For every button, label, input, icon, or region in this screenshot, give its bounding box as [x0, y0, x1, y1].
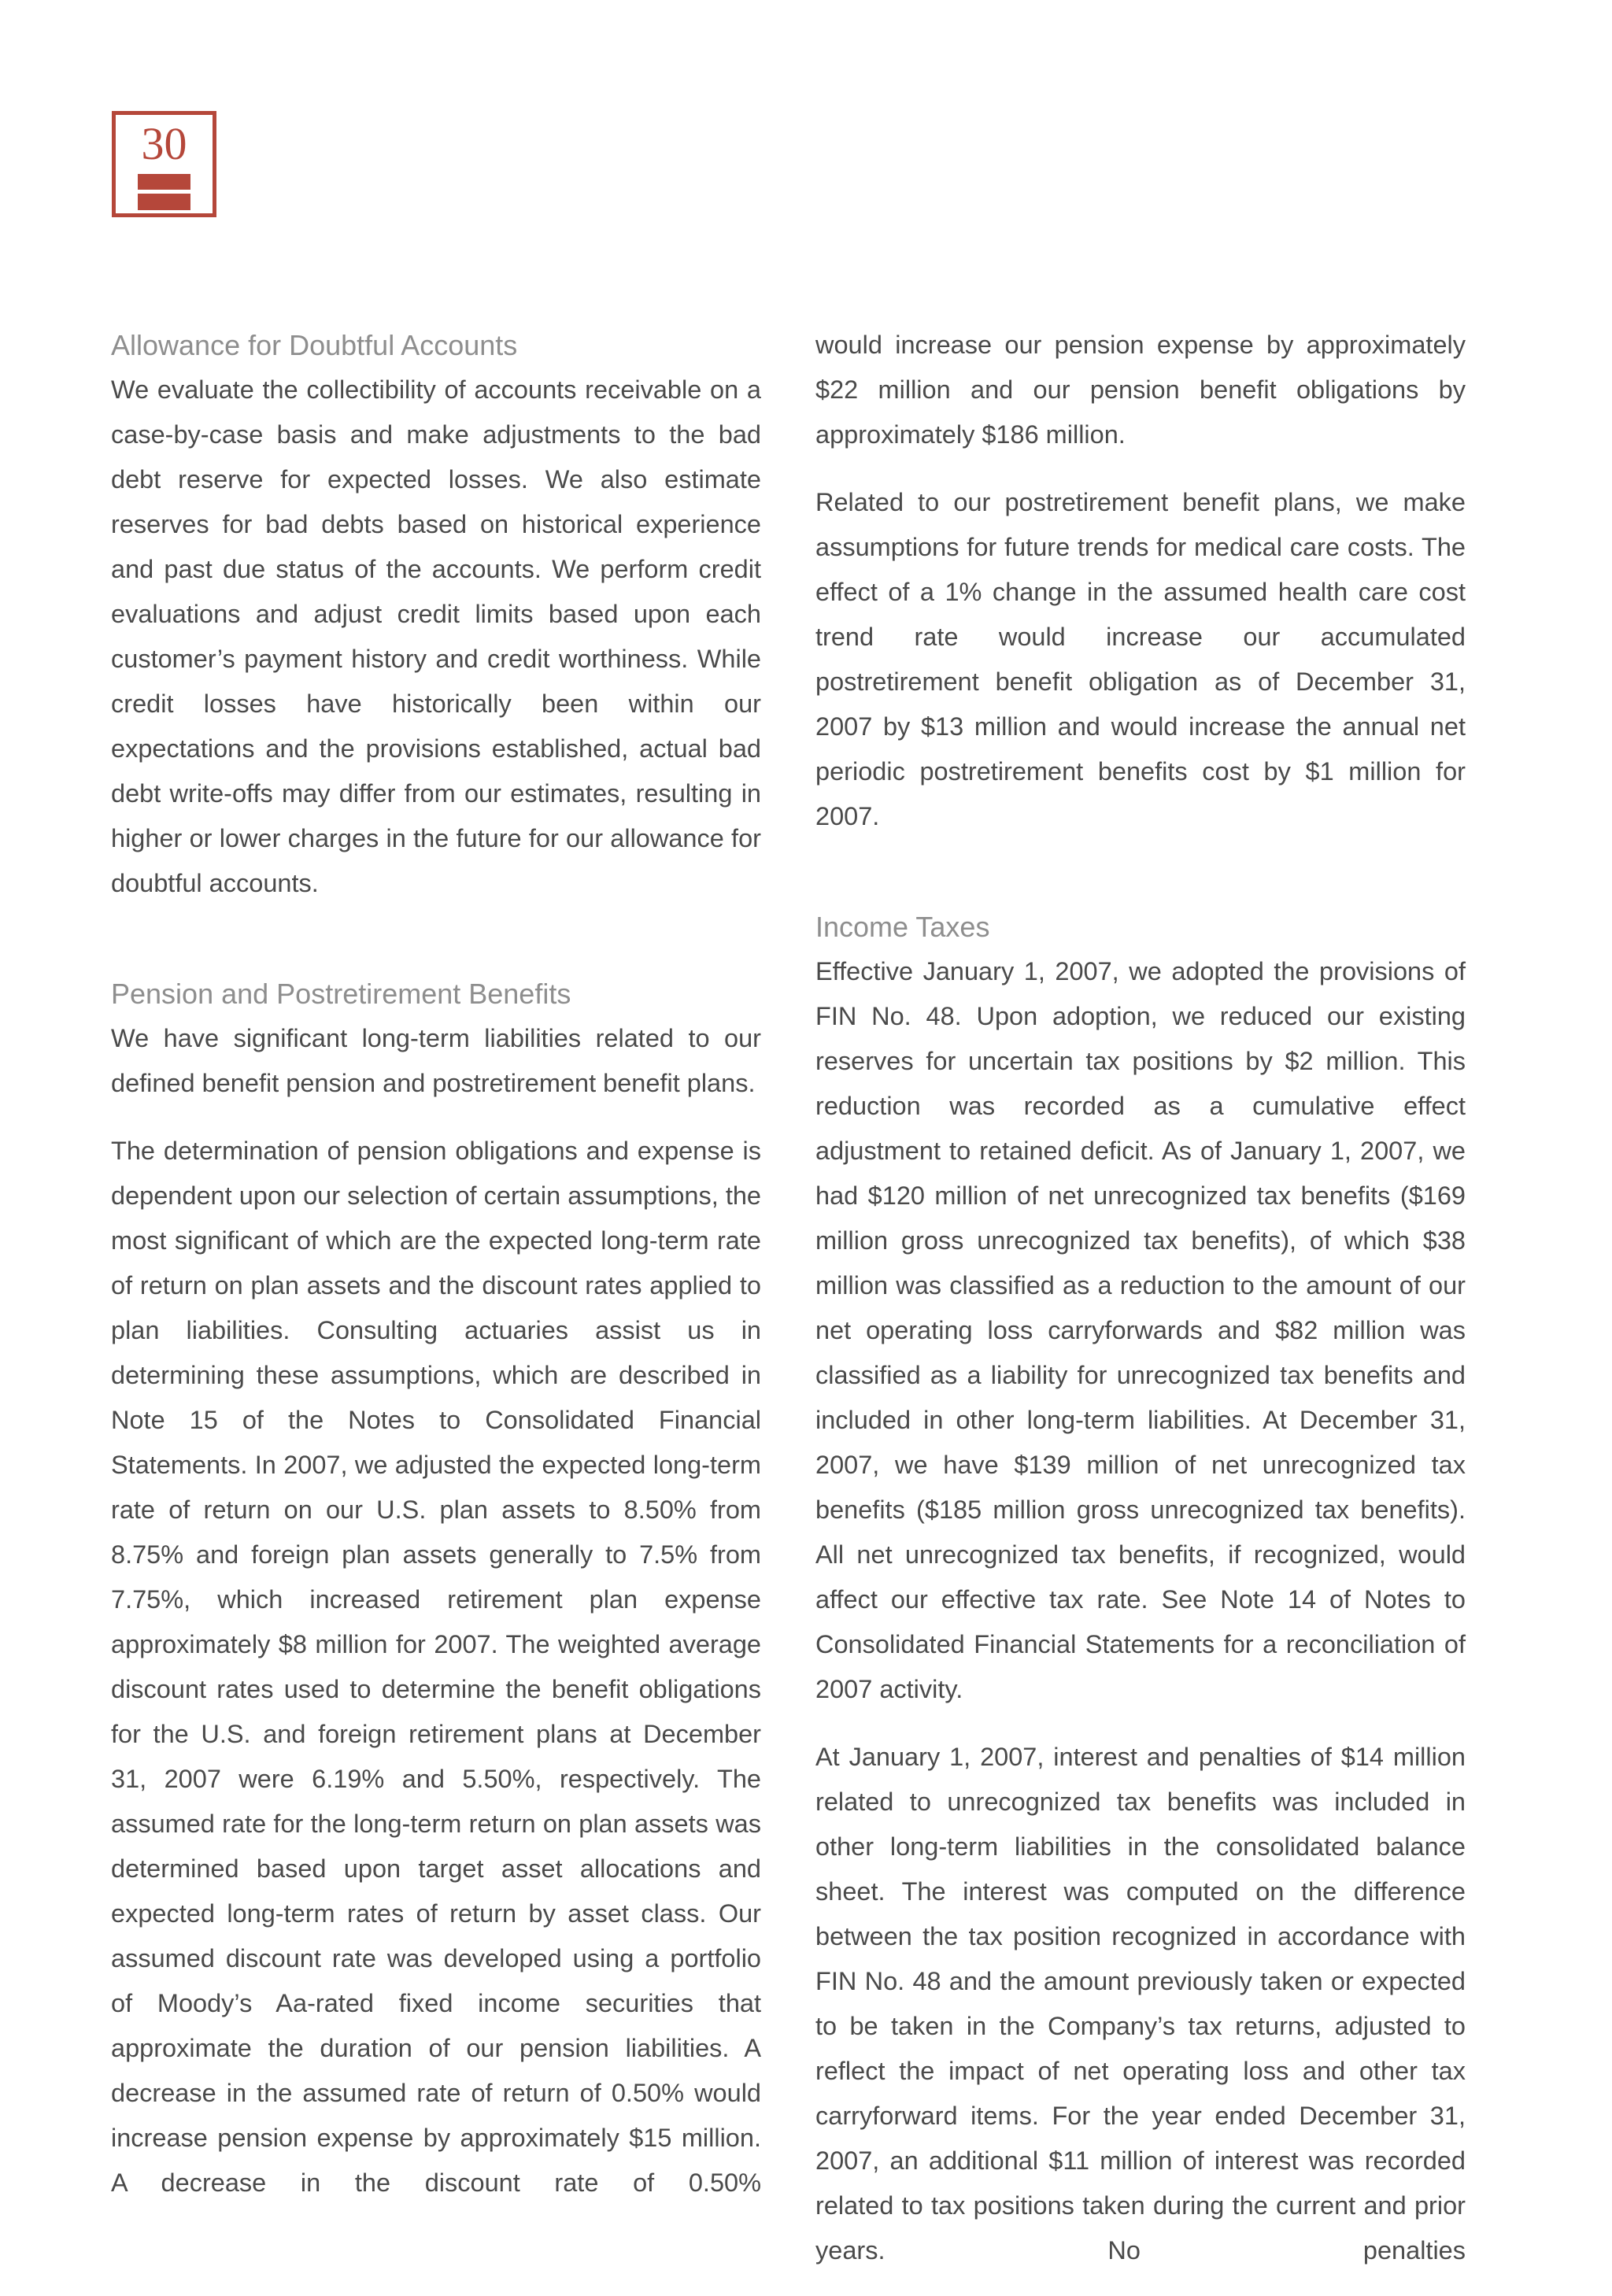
section-heading-income-taxes: Income Taxes — [815, 911, 990, 943]
section-heading-pension: Pension and Postretirement Benefits — [111, 978, 571, 1010]
paragraph-pension-determination: The determination of pension obligations and expense is dependent upon our selection of certain assumptions, the most significant of which are the expected long-term rate of return on plan assets and the discount rates applied to plan liabilities. Consulting actuaries assist us in determining these assumptions, which are described in Note 15 of the Notes to Consolidated Financial Statements. In 2007, we adjusted the expected long-term rate of return on our U.S. plan assets to 8.50% from 8.75% and foreign plan assets generally to 7.5% from 7.75%, which increased retirement plan expense approximately $8 million for 2007. The weighted average discount rates used to determine the benefit obligations for the U.S. and foreign retirement plans at December 31, 2007 were 6.19% and 5.50%, respectively. The assumed rate for the long-term return on plan assets was determined based upon target asset allocations and expected long-term rates of return by asset class. Our assumed discount rate was developed using a portfolio of Moody’s Aa-rated fixed income securities that approximate the duration of our pension liabilities. A decrease in the assumed rate of return of 0.50% would increase pension expense by approximately $15 million. A decrease in the discount rate of 0.50% — [111, 1137, 761, 2197]
right-column — [815, 323, 1466, 2296]
paragraph-postretirement: Related to our postretirement benefit plans, we make assumptions for future trends for medical care costs. The effect of a 1% change in the assumed health care cost trend rate would increase our accumulated postretirement benefit obligation as of December 31, 2007 by $13 million and would increase the annual net periodic postretirement benefits cost by $1 million for 2007. — [815, 488, 1466, 830]
left-column — [111, 323, 761, 2228]
section-heading-allowance: Allowance for Doubtful Accounts — [111, 329, 518, 361]
page-number-decoration — [138, 174, 190, 210]
page-number: 30 — [141, 118, 187, 169]
paragraph-pension-continuation: would increase our pension expense by approximately $22 million and our pension benefit obligations by approximately $186 million. — [815, 331, 1466, 449]
paragraph-allowance: We evaluate the collectibility of accounts receivable on a case-by-case basis and make adjustments to the bad debt reserve for expected losses. We also estimate reserves for bad debts based on historical experience and past due status of the accounts. We perform credit evaluations and adjust credit limits based upon each customer’s payment history and credit worthiness. While credit losses have historically been within our expectations and the provisions established, actual bad debt write-offs may differ from our estimates, resulting in higher or lower charges in the future for our allowance for doubtful accounts. — [111, 375, 761, 897]
paragraph-income-taxes-interest: At January 1, 2007, interest and penalties of $14 million related to unrecognized tax benefits was included in other long-term liabilities in the consolidated balance sheet. The interest was computed on the difference between the tax position recognized in accordance with FIN No. 48 and the amount previously taken or expected to be taken in the Company’s tax returns, adjusted to reflect the impact of net operating loss and other tax carryforward items. For the year ended December 31, 2007, an additional $11 million of interest was recorded related to tax positions taken during the current and prior years. No penalties — [815, 1743, 1466, 2265]
page-number-badge — [112, 111, 216, 217]
paragraph-pension-intro: We have significant long-term liabilities related to our defined benefit pension and postretirement benefit plans. — [111, 1024, 761, 1097]
paragraph-income-taxes-fin48: Effective January 1, 2007, we adopted the provisions of FIN No. 48. Upon adoption, we reduced our existing reserves for uncertain tax positions by $2 million. This reduction was recorded as a cumulative effect adjustment to retained deficit. As of January 1, 2007, we had $120 million of net unrecognized tax benefits ($169 million gross unrecognized tax benefits), of which $38 million was classified as a reduction to the amount of our net operating loss carryforwards and $82 million was classified as a liability for unrecognized tax benefits and included in other long-term liabilities. At December 31, 2007, we have $139 million of net unrecognized tax benefits ($185 million gross unrecognized tax benefits). All net unrecognized tax benefits, if recognized, would affect our effective tax rate. See Note 14 of Notes to Consolidated Financial Statements for a reconciliation of 2007 activity. — [815, 957, 1466, 1703]
